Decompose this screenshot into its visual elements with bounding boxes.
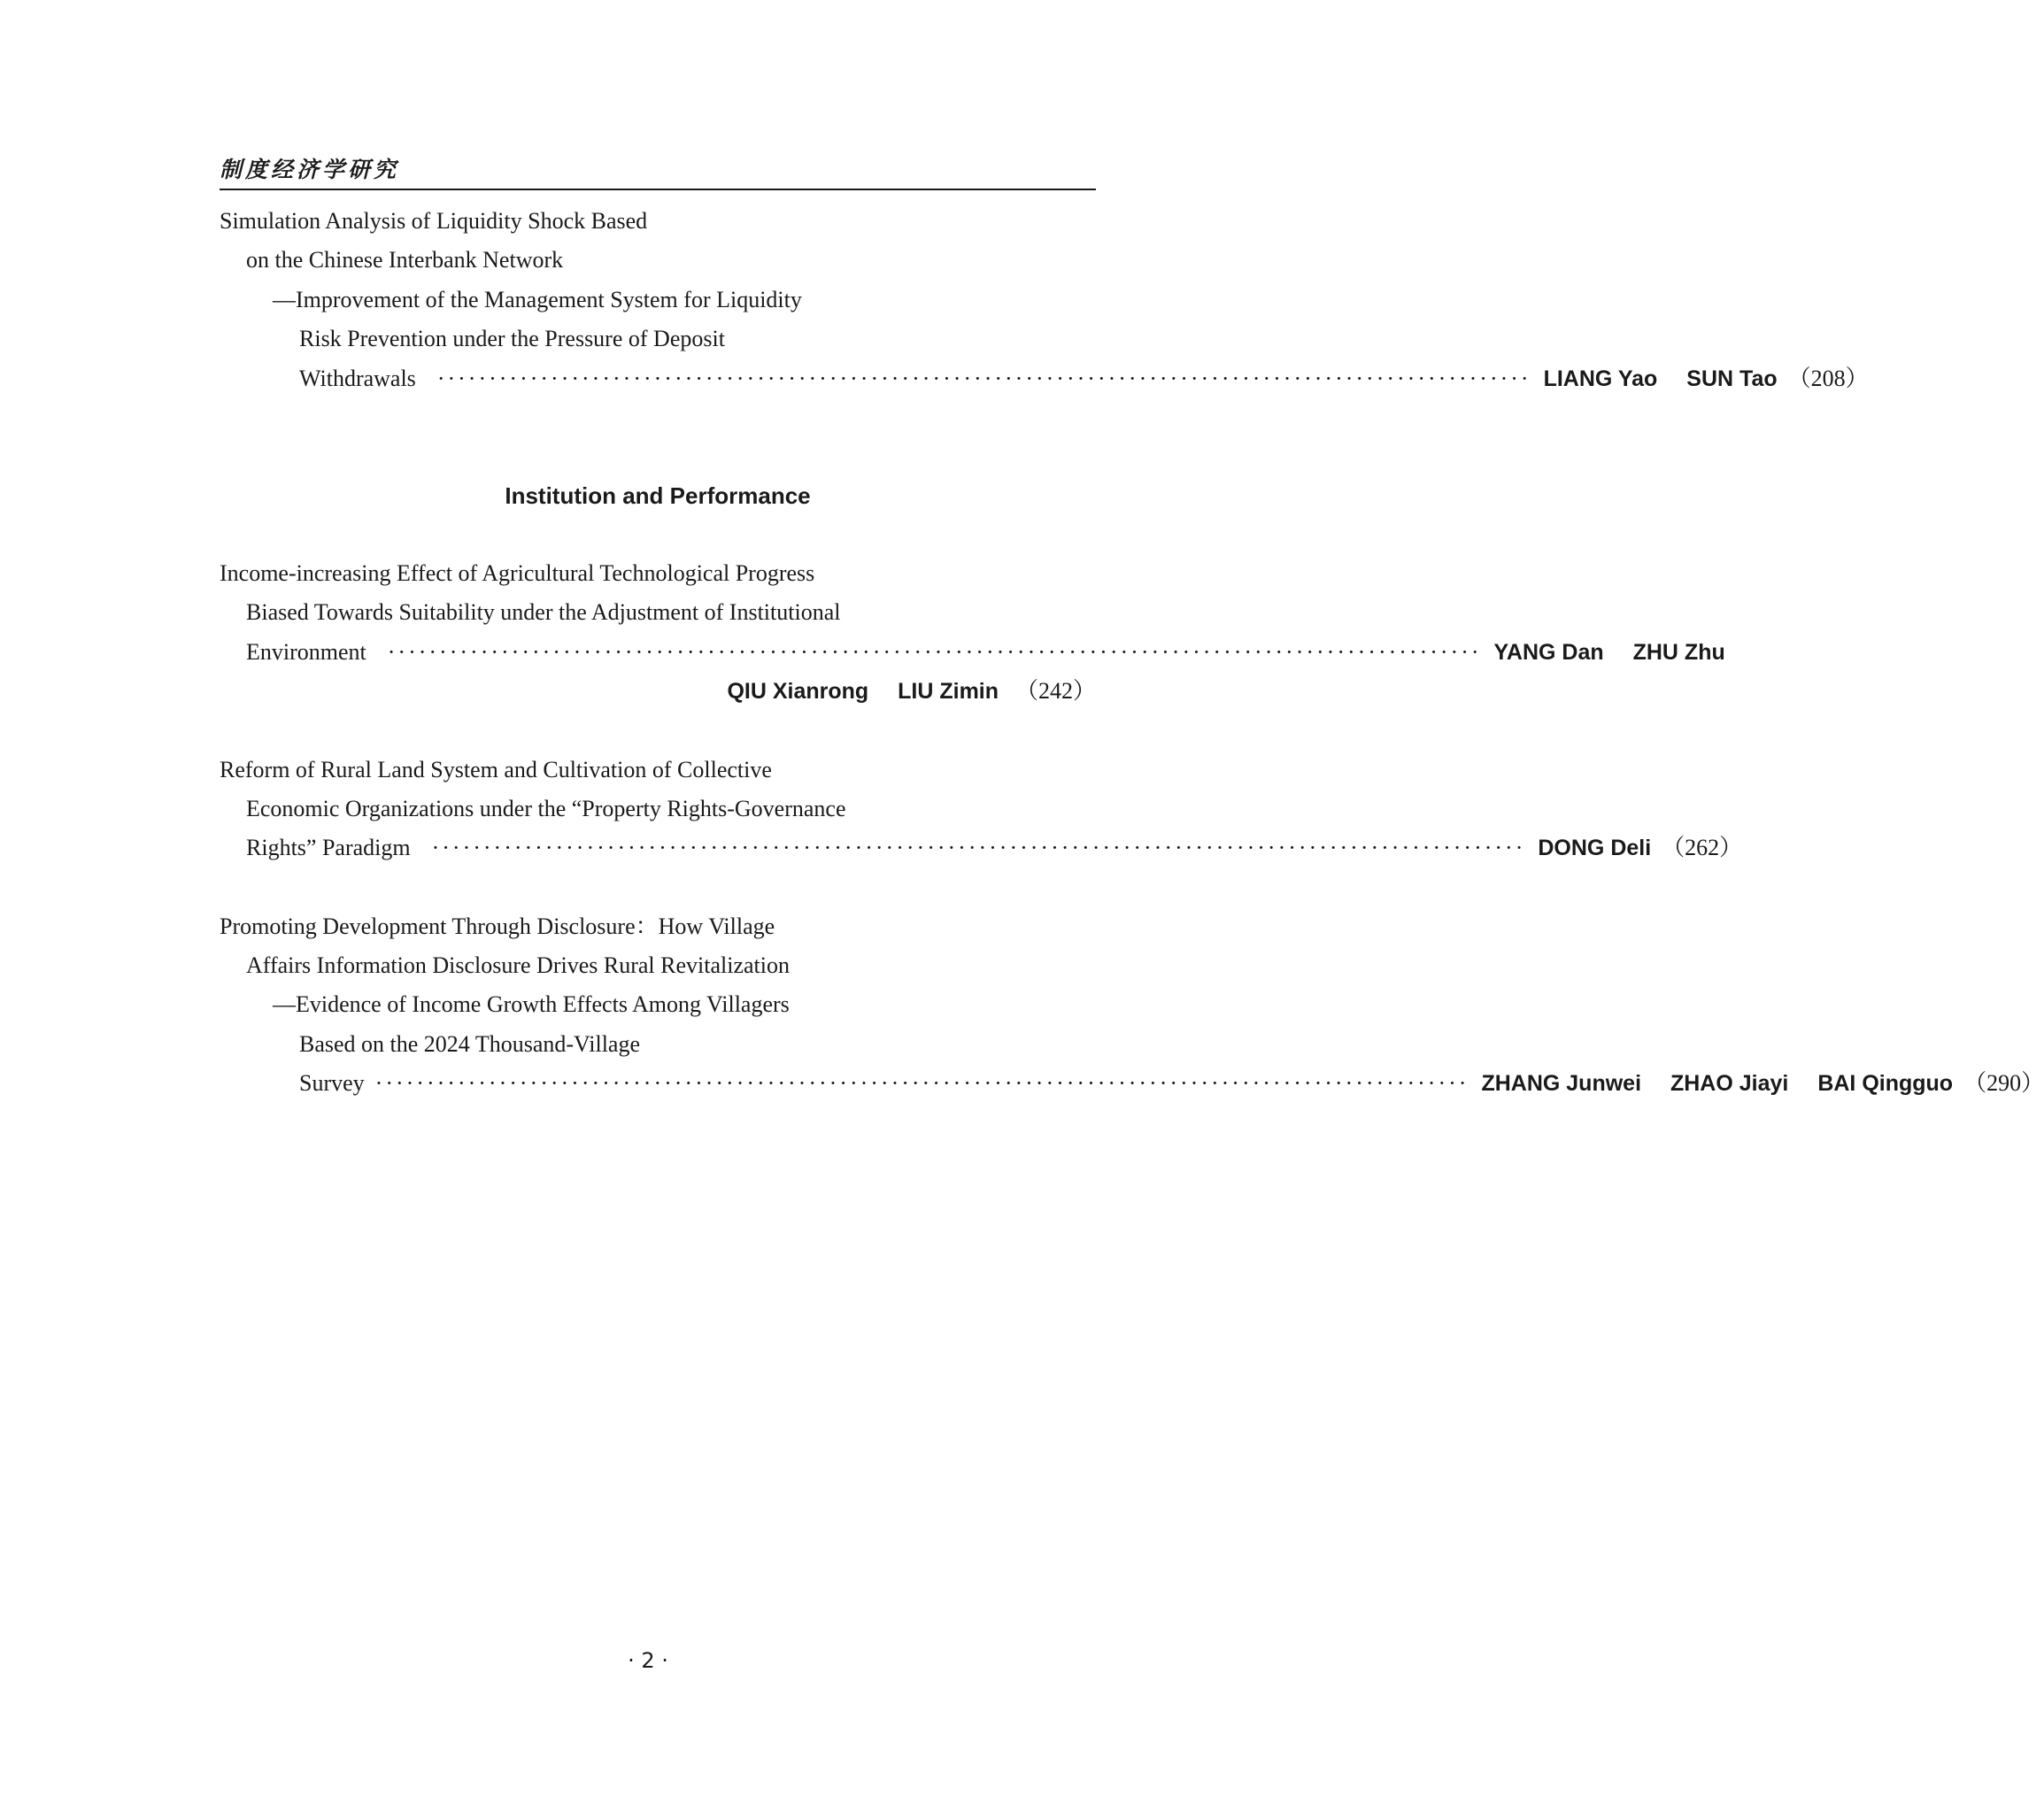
author-name: ZHANG Junwei [1481, 1071, 1642, 1097]
entry-page-number: （290） [1963, 1070, 2044, 1097]
entry-subtitle-line: —Improvement of the Management System for Liquidity [273, 286, 802, 312]
entry-page-number: （242） [1014, 678, 1096, 705]
section-heading: Institution and Performance [505, 482, 811, 509]
entry-final-line [220, 633, 1725, 672]
entry-final-line [220, 1064, 2044, 1103]
author-name: DONG Deli [1538, 836, 1652, 861]
author-name: BAI Qingguo [1817, 1071, 1954, 1097]
entry-final-line [220, 359, 1869, 398]
entry-title-end: Rights” Paradigm [246, 835, 411, 861]
toc-entry-rural-land-reform [220, 751, 1743, 868]
leader-dots: ·········································································································· [431, 835, 1526, 861]
toc-entry-income-increasing [220, 554, 1725, 712]
toc-entry-disclosure [220, 907, 2044, 1104]
author-name: SUN Tao [1686, 366, 1778, 391]
table-of-contents [220, 202, 2044, 1104]
entry-subtitle-line: Risk Prevention under the Pressure of Deposit [299, 326, 725, 352]
entry-title-line: Income-increasing Effect of Agricultural Technological Progress [220, 559, 815, 586]
entry-subtitle-line: Based on the 2024 Thousand-Village [299, 1030, 640, 1057]
author-name: LIU Zimin [898, 679, 999, 705]
header-rule [220, 189, 1096, 190]
leader-dots: ·········································································································· [436, 365, 1531, 391]
author-name: QIU Xianrong [727, 679, 869, 705]
toc-entry-liquidity-shock [220, 202, 1869, 398]
running-header [220, 152, 1096, 188]
author-name: LIANG Yao [1543, 366, 1658, 391]
entry-subtitle-line: —Evidence of Income Growth Effects Among Villagers [273, 991, 790, 1018]
page-number: · 2 · [628, 1648, 668, 1673]
leader-dots: ·········································································································· [387, 638, 1482, 665]
entry-page-number: （262） [1662, 835, 1743, 861]
entry-title-line: Reform of Rural Land System and Cultivation of Collective [220, 756, 772, 782]
entry-title-line: on the Chinese Interbank Network [246, 247, 564, 274]
entry-final-line [220, 829, 1743, 867]
entry-title-end: Survey [299, 1070, 365, 1097]
entry-authors-continued [220, 672, 1096, 711]
author-name: ZHAO Jiayi [1670, 1071, 1789, 1097]
entry-title-line: Economic Organizations under the “Property Rights-Governance [246, 795, 846, 821]
author-name: YANG Dan [1493, 639, 1604, 665]
entry-authors [1481, 1064, 1953, 1103]
entry-page-number: （208） [1787, 365, 1869, 391]
entry-title-line: Affairs Information Disclosure Drives Rural Revitalization [246, 952, 790, 979]
entry-authors [1544, 359, 1778, 398]
entry-title-line: Biased Towards Suitability under the Adjustment of Institutional [246, 599, 841, 626]
entry-title-end: Environment [246, 638, 366, 665]
entry-title-line: Promoting Development Through Disclosure：How Village [220, 913, 775, 939]
journal-title: 制度经济学研究 [220, 157, 400, 182]
entry-authors [1494, 633, 1725, 672]
entry-title-line: Simulation Analysis of Liquidity Shock Based [220, 208, 648, 234]
entry-authors [1538, 829, 1651, 867]
author-name: ZHU Zhu [1632, 639, 1725, 665]
entry-title-end: Withdrawals [299, 365, 416, 391]
leader-dots: ·········································································································· [374, 1070, 1469, 1097]
